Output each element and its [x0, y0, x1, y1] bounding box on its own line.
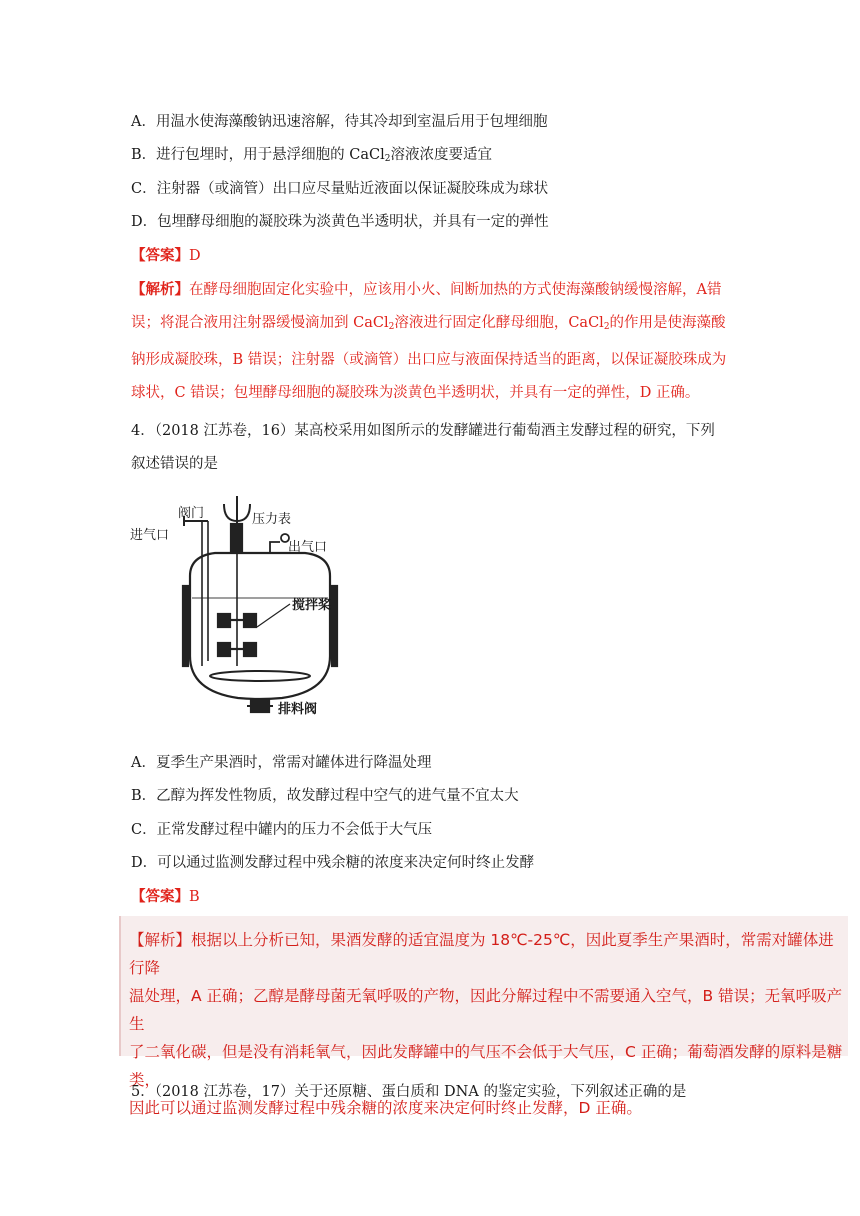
q3-option-a: A．用温水使海藻酸钠迅速溶解，待其冷却到室温后用于包埋细胞 — [131, 114, 548, 130]
q3-analysis-text-1: 在酵母细胞固定化实验中，应该用小火、间断加热的方式使海藻酸钠缓慢溶解，A错误；将混合液用注射器缓慢滴加到 CaCl — [131, 282, 722, 331]
q3-option-b-subscript: 2 — [384, 154, 391, 164]
q4-answer — [131, 886, 200, 908]
bottom-disc — [210, 671, 310, 681]
q5-stem: 5．（2018 江苏卷，17）关于还原糖、蛋白质和 DNA 的鉴定实验，下列叙述正确的是 — [131, 1084, 687, 1100]
q4-stem-line-1: 4．（2018 江苏卷，16）某高校采用如图所示的发酵罐进行葡萄酒主发酵过程的研究，下列 — [131, 423, 715, 439]
q4-answer-label: 【答案】 — [131, 888, 189, 905]
jacket-left — [183, 586, 188, 666]
label-valve: 阀门 — [178, 506, 205, 521]
pressure-gauge-body — [231, 524, 242, 552]
q3-analysis-sub-1: 2 — [388, 322, 395, 332]
label-outlet: 出气口 — [288, 540, 328, 555]
q4-option-b: B．乙醇为挥发性物质，故发酵过程中空气的进气量不宜太大 — [131, 788, 519, 804]
q4-analysis-line-1: 【解析】根据以上分析已知，果酒发酵的适宜温度为 18℃-25℃，因此夏季生产果酒时，常需对罐体进行降 — [129, 931, 834, 977]
q3-option-b — [131, 144, 492, 170]
q4-option-a: A．夏季生产果酒时，常需对罐体进行降温处理 — [131, 755, 432, 771]
q3-analysis-sub-2: 2 — [603, 322, 610, 332]
q4-stem-line-2: 叙述错误的是 — [131, 456, 218, 472]
q3-analysis-text-3: 的作用是使海藻酸钠形成凝胶珠，B 错误；注射器（或滴管）出口应与液面保持适当的距离，以保证凝胶珠成为球状，C 错误；包埋酵母细胞的凝胶珠为淡黄色半透明状，并具有一定的弹性，D 正确。 — [131, 315, 727, 401]
label-stirrer: 搅拌桨 — [292, 598, 332, 613]
q4-option-c: C．正常发酵过程中罐内的压力不会低于大气压 — [131, 822, 433, 838]
jacket-right — [332, 586, 337, 666]
q4-answer-value: B — [189, 889, 200, 905]
q3-option-c: C．注射器（或滴管）出口应尽量贴近液面以保证凝胶珠成为球状 — [131, 181, 549, 197]
q3-answer-value: D — [189, 248, 201, 264]
q3-analysis-text-2: 溶液进行固定化酵母细胞，CaCl — [394, 315, 604, 331]
q3-answer — [131, 245, 201, 267]
q3-answer-label: 【答案】 — [131, 247, 189, 264]
q3-option-b-text-end: 溶液浓度要适宜 — [390, 147, 492, 163]
q3-option-d: D．包埋酵母细胞的凝胶珠为淡黄色半透明状，并具有一定的弹性 — [131, 214, 549, 230]
q3-option-b-text: B．进行包埋时，用于悬浮细胞的 CaCl — [131, 147, 385, 163]
q3-analysis — [131, 273, 731, 410]
q4-analysis-line-2: 温处理，A 正确；乙醇是酵母菌无氧呼吸的产物，因此分解过程中不需要通入空气，B 错误；无氧呼吸产生 — [129, 987, 843, 1033]
label-pressure-gauge: 压力表 — [252, 512, 292, 527]
fermenter-diagram — [120, 486, 440, 726]
label-inlet: 进气口 — [130, 528, 170, 543]
q3-analysis-label: 【解析】 — [131, 281, 189, 298]
q4-analysis-line-3: 了二氧化碳，但是没有消耗氧气，因此发酵罐中的气压不会低于大气压，C 正确；葡萄酒发酵的原料是糖类， — [129, 1043, 843, 1089]
outlet-pipe — [270, 542, 280, 553]
q4-analysis-line-4: 因此可以通过监测发酵过程中残余糖的浓度来决定何时终止发酵，D 正确。 — [129, 1099, 642, 1117]
q4-option-d: D．可以通过监测发酵过程中残余糖的浓度来决定何时终止发酵 — [131, 855, 535, 871]
label-drain-valve: 排料阀 — [278, 702, 318, 717]
